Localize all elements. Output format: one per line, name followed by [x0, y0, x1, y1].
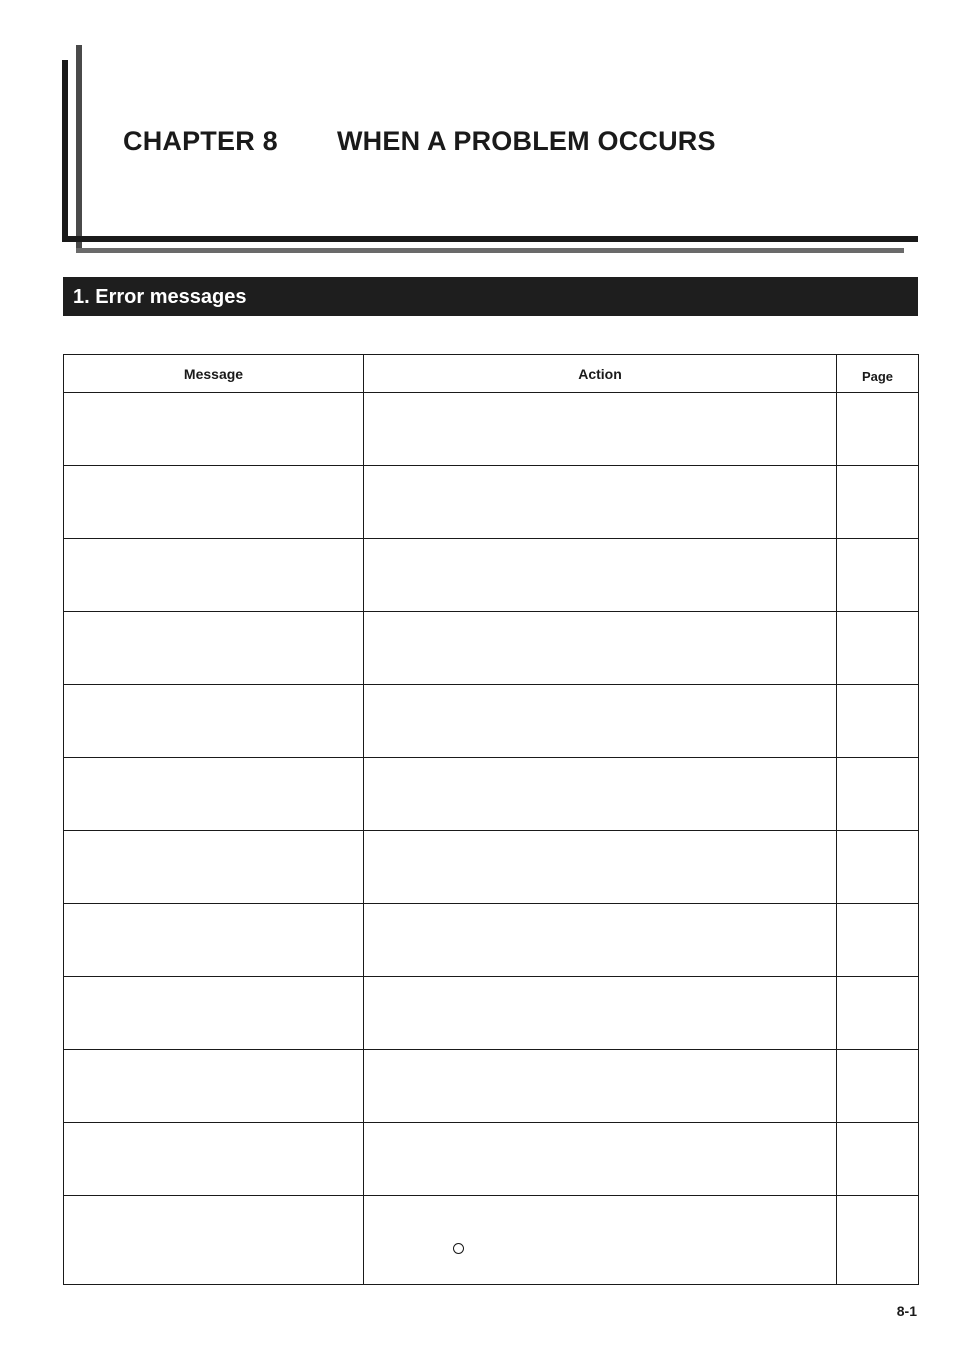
cell-action [364, 612, 837, 685]
cell-message [64, 685, 364, 758]
cell-page [837, 466, 919, 539]
circle-icon [453, 1243, 464, 1254]
cell-action [364, 1196, 837, 1285]
cell-action [364, 831, 837, 904]
cell-message [64, 612, 364, 685]
cell-action [364, 758, 837, 831]
cell-message [64, 1050, 364, 1123]
table-row [64, 1050, 919, 1123]
cell-page [837, 612, 919, 685]
table-row [64, 466, 919, 539]
cell-message [64, 758, 364, 831]
cell-page [837, 685, 919, 758]
cell-message [64, 539, 364, 612]
cell-action [364, 977, 837, 1050]
table-row [64, 612, 919, 685]
cell-message [64, 393, 364, 466]
header-message: Message [64, 355, 364, 393]
table-row [64, 1196, 919, 1285]
cell-page [837, 831, 919, 904]
table-row [64, 1123, 919, 1196]
table-row [64, 539, 919, 612]
table-row [64, 831, 919, 904]
header-page: Page [837, 355, 919, 393]
cell-message [64, 831, 364, 904]
cell-page [837, 1196, 919, 1285]
header-action: Action [364, 355, 837, 393]
table-row [64, 977, 919, 1050]
section-title: 1. Error messages [63, 277, 918, 316]
cell-page [837, 393, 919, 466]
cell-page [837, 1123, 919, 1196]
table-row [64, 393, 919, 466]
cell-action [364, 904, 837, 977]
cell-message [64, 1123, 364, 1196]
cell-page [837, 758, 919, 831]
cell-message [64, 466, 364, 539]
cell-page [837, 1050, 919, 1123]
cell-action [364, 1123, 837, 1196]
cell-page [837, 904, 919, 977]
table-row [64, 758, 919, 831]
chapter-rule-gray [76, 248, 904, 253]
cell-action [364, 685, 837, 758]
chapter-heading [123, 126, 716, 157]
cell-action [364, 393, 837, 466]
chapter-title: WHEN A PROBLEM OCCURS [337, 126, 716, 156]
chapter-side-bar-gray [76, 45, 82, 252]
table-row [64, 685, 919, 758]
table-row [64, 904, 919, 977]
cell-message [64, 904, 364, 977]
cell-message [64, 1196, 364, 1285]
cell-action [364, 466, 837, 539]
chapter-number: CHAPTER 8 [123, 126, 278, 156]
error-messages-table [63, 354, 919, 1285]
cell-action [364, 1050, 837, 1123]
cell-action [364, 539, 837, 612]
chapter-rule-dark [62, 236, 918, 242]
chapter-side-bar-dark [62, 60, 68, 242]
page-number: 8-1 [896, 1303, 917, 1319]
cell-page [837, 977, 919, 1050]
cell-message [64, 977, 364, 1050]
cell-page [837, 539, 919, 612]
table-header-row [64, 355, 919, 393]
